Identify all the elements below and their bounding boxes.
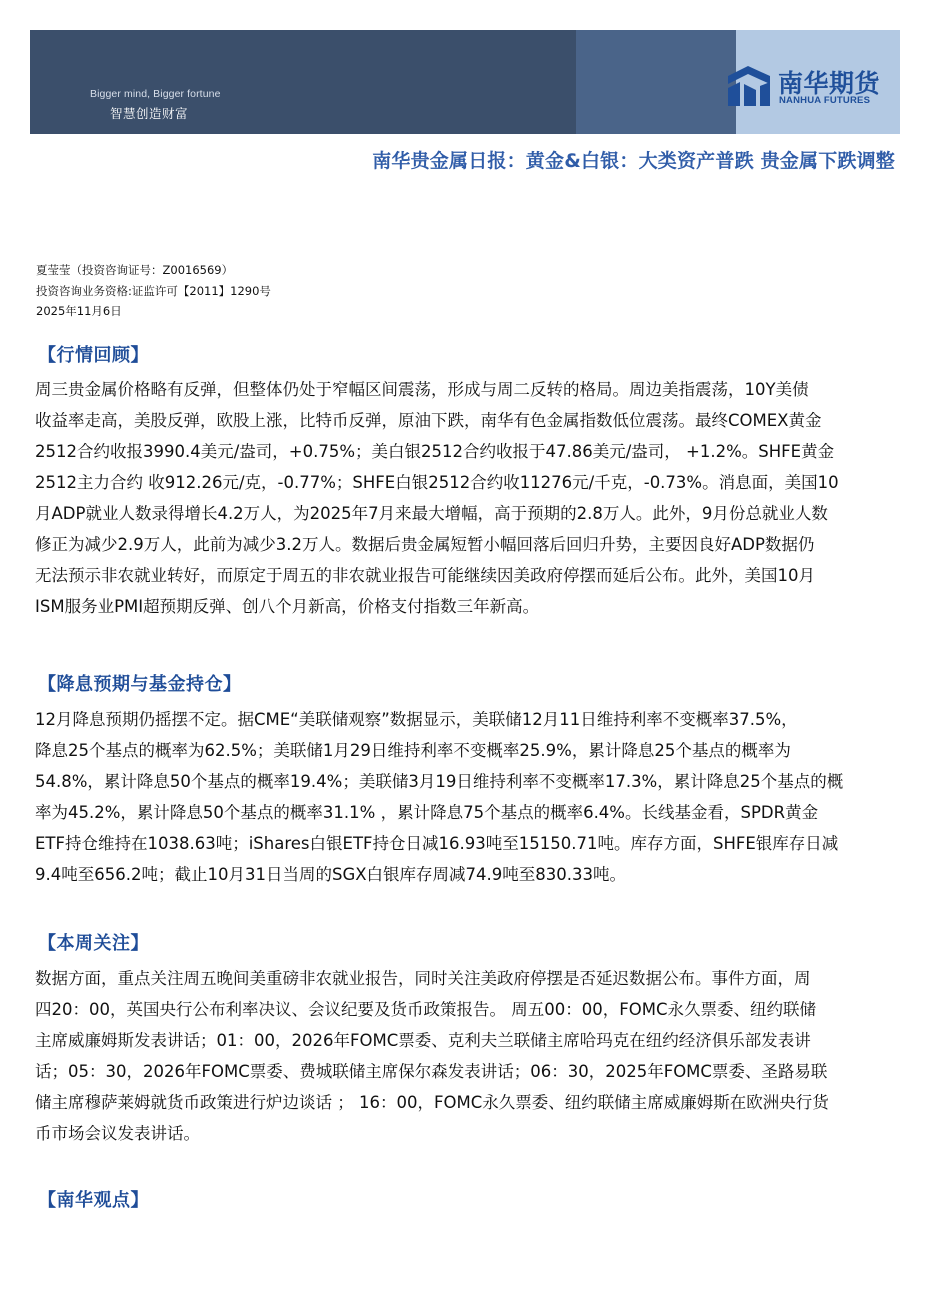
logo-chinese-name: 南华期货 <box>778 69 881 98</box>
text-line: 币市场会议发表讲话。 <box>35 1124 200 1143</box>
logo-english-name: NANHUA FUTURES <box>779 95 871 106</box>
text-line: 12月降息预期仍摇摆不定。据CME“美联储观察”数据显示，美联储12月11日维持利率不变概率37.5%， <box>35 710 798 729</box>
text-line: 无法预示非农就业转好，而原定于周五的非农就业报告可能继续因美政府停摆而延后公布。此外，美国10月 <box>35 566 815 585</box>
text-line: 54.8%，累计降息50个基点的概率19.4%；美联储3月19日维持利率不变概率17.3%，累计降息25个基点的概 <box>35 772 844 791</box>
company-logo <box>726 62 890 112</box>
text-line: 收益率走高，美股反弹，欧股上涨，比特币反弹，原油下跌，南华有色金属指数低位震荡。最终COMEX黄金 <box>35 411 822 430</box>
section-heading-rate-expectations: 【降息预期与基金持仓】 <box>38 674 242 695</box>
section-body-rate-expectations <box>35 704 898 890</box>
text-line: 周三贵金属价格略有反弹，但整体仍处于窄幅区间震荡，形成与周二反转的格局。周边美指震荡，10Y美债 <box>35 380 809 399</box>
section-body-weekly-focus <box>35 963 898 1149</box>
text-line: ISM服务业PMI超预期反弹、创八个月新高，价格支付指数三年新高。 <box>35 597 540 616</box>
banner-stripe <box>576 30 736 134</box>
text-line: 话；05：30，2026年FOMC票委、费城联储主席保尔森发表讲话；06：30，2025年FOMC票委、圣路易联 <box>35 1062 828 1081</box>
license-line: 投资咨询业务资格:证监许可【2011】1290号 <box>36 284 271 298</box>
text-line: 率为45.2%，累计降息50个基点的概率31.1% ，累计降息75个基点的概率6.4%。长线基金看，SPDR黄金 <box>35 803 819 822</box>
text-line: 降息25个基点的概率为62.5%；美联储1月29日维持利率不变概率25.9%，累计降息25个基点的概率为 <box>35 741 791 760</box>
text-line: 储主席穆萨莱姆就货币政策进行炉边谈话 ； 16：00，FOMC永久票委、纽约联储主席威廉姆斯在欧洲央行货 <box>35 1093 829 1112</box>
text-line: 月ADP就业人数录得增长4.2万人，为2025年7月来最大增幅，高于预期的2.8万人。此外，9月份总就业人数 <box>35 504 828 523</box>
section-heading-market-review: 【行情回顾】 <box>38 345 149 366</box>
section-heading-nanhua-view: 【南华观点】 <box>38 1190 149 1211</box>
author-line: 夏莹莹（投资咨询证号：Z0016569） <box>36 263 234 277</box>
text-line: 四20：00，英国央行公布利率决议、会议纪要及货币政策报告。 周五00：00，FOMC永久票委、纽约联储 <box>35 1000 816 1019</box>
slogan-chinese: 智慧创造财富 <box>110 106 189 121</box>
nanhua-logo-icon <box>726 62 772 108</box>
header-banner <box>30 30 900 134</box>
text-line: 2512主力合约 收912.26元/克，-0.77%；SHFE白银2512合约收11276元/千克，-0.73%。消息面，美国10 <box>35 473 839 492</box>
text-line: ETF持仓维持在1038.63吨；iShares白银ETF持仓日减16.93吨至15150.71吨。库存方面，SHFE银库存日减 <box>35 834 839 853</box>
slogan-english: Bigger mind, Bigger fortune <box>90 88 221 100</box>
text-line: 2512合约收报3990.4美元/盎司，+0.75%；美白银2512合约收报于47.86美元/盎司， +1.2%。SHFE黄金 <box>35 442 835 461</box>
text-line: 主席威廉姆斯发表讲话；01：00，2026年FOMC票委、克利夫兰联储主席哈玛克在纽约经济俱乐部发表讲 <box>35 1031 811 1050</box>
text-line: 数据方面，重点关注周五晚间美重磅非农就业报告，同时关注美政府停摆是否延迟数据公布。事件方面，周 <box>35 969 811 988</box>
report-date: 2025年11月6日 <box>36 304 122 318</box>
report-title: 南华贵金属日报：黄金&白银：大类资产普跌 贵金属下跌调整 <box>372 150 895 172</box>
text-line: 9.4吨至656.2吨；截止10月31日当周的SGX白银库存周减74.9吨至830.33吨。 <box>35 865 627 884</box>
text-line: 修正为减少2.9万人，此前为减少3.2万人。数据后贵金属短暂小幅回落后回归升势，主要因良好ADP数据仍 <box>35 535 815 554</box>
section-heading-weekly-focus: 【本周关注】 <box>38 933 149 954</box>
section-body-market-review <box>35 374 898 622</box>
